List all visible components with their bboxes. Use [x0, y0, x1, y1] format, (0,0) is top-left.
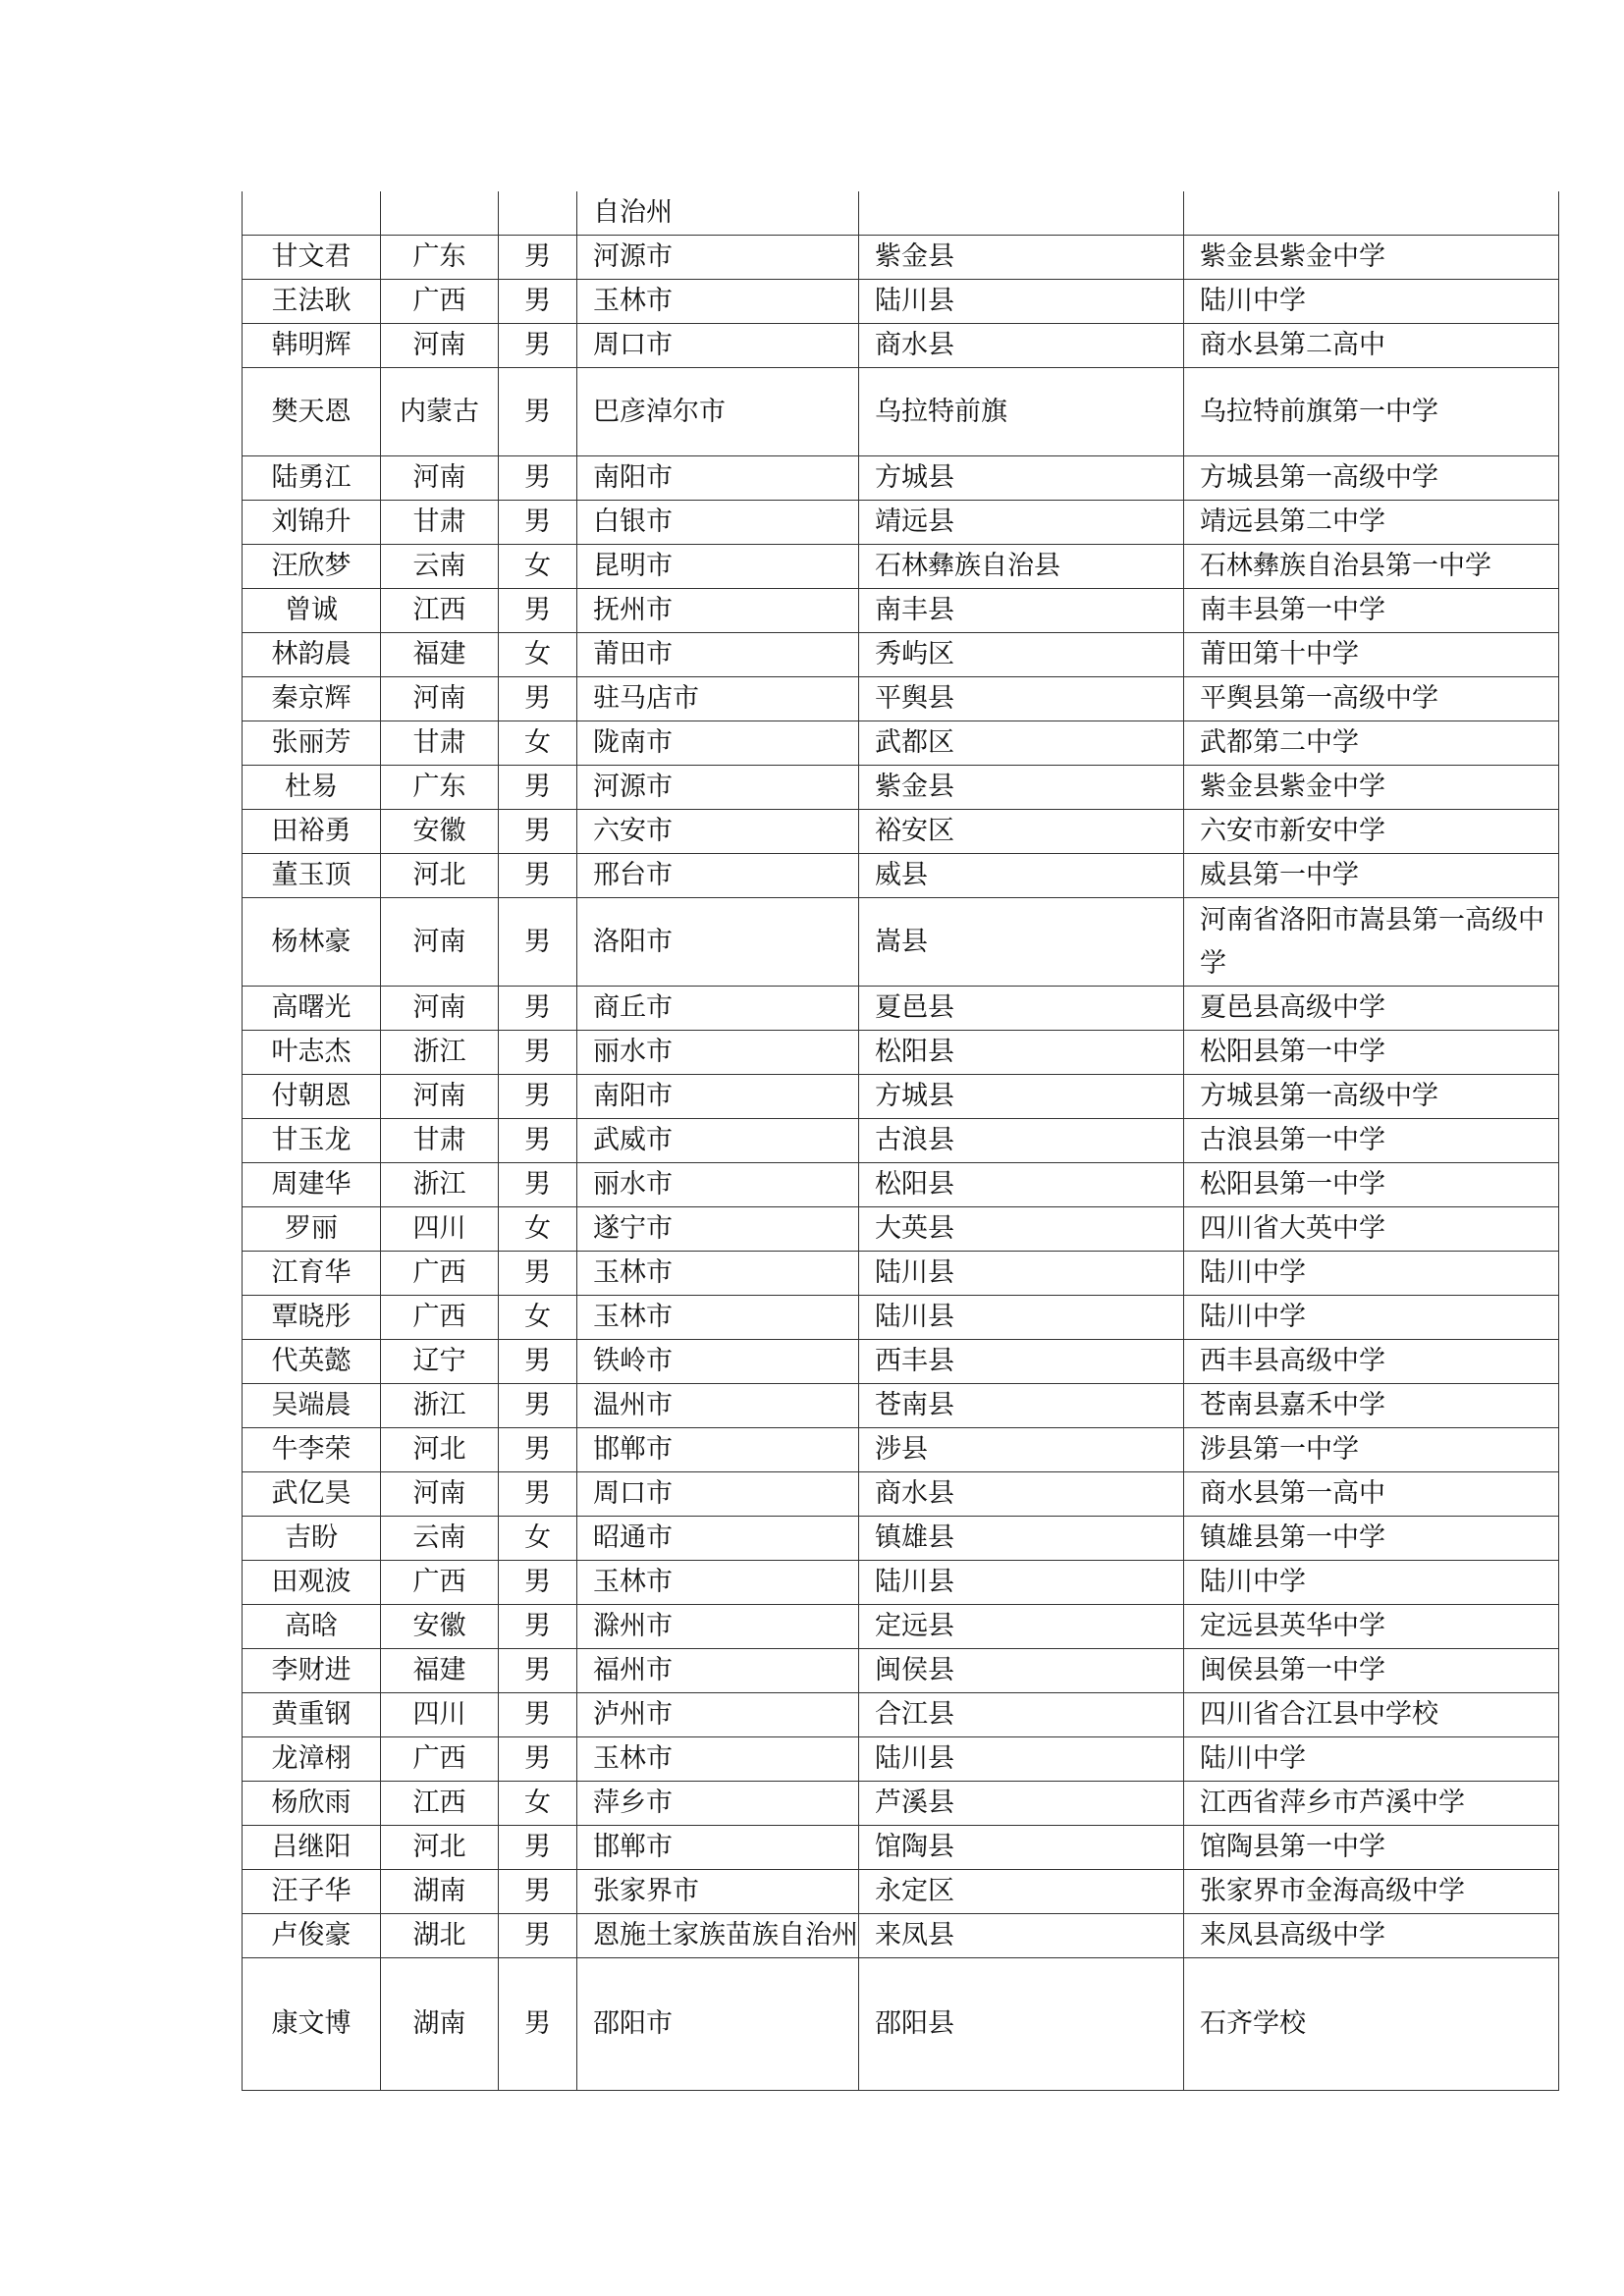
name-cell: 汪子华 — [243, 1870, 381, 1914]
table-row — [243, 191, 1559, 236]
name-cell: 周建华 — [243, 1163, 381, 1207]
city-cell: 河源市 — [577, 236, 859, 280]
city-cell: 驻马店市 — [577, 677, 859, 721]
school-cell: 莆田第十中学 — [1184, 633, 1559, 677]
county-cell: 武都区 — [859, 721, 1184, 766]
name-cell: 樊天恩 — [243, 368, 381, 456]
county-cell: 合江县 — [859, 1693, 1184, 1737]
county-cell: 西丰县 — [859, 1340, 1184, 1384]
table-row — [243, 1737, 1559, 1782]
name-cell: 张丽芳 — [243, 721, 381, 766]
province-cell: 广东 — [381, 236, 499, 280]
name-cell: 汪欣梦 — [243, 545, 381, 589]
table-row — [243, 1252, 1559, 1296]
gender-cell: 男 — [499, 324, 577, 368]
school-cell: 紫金县紫金中学 — [1184, 766, 1559, 810]
gender-cell: 女 — [499, 633, 577, 677]
county-cell: 平舆县 — [859, 677, 1184, 721]
name-cell: 吉盼 — [243, 1517, 381, 1561]
name-cell: 甘玉龙 — [243, 1119, 381, 1163]
gender-cell: 男 — [499, 368, 577, 456]
table-row — [243, 633, 1559, 677]
city-cell: 巴彦淖尔市 — [577, 368, 859, 456]
table-row — [243, 1384, 1559, 1428]
table-row — [243, 1296, 1559, 1340]
city-cell: 河源市 — [577, 766, 859, 810]
table-row — [243, 1914, 1559, 1958]
gender-cell: 男 — [499, 898, 577, 987]
gender-cell: 男 — [499, 1384, 577, 1428]
gender-cell: 男 — [499, 1649, 577, 1693]
school-cell: 馆陶县第一中学 — [1184, 1826, 1559, 1870]
name-cell: 叶志杰 — [243, 1031, 381, 1075]
county-cell: 方城县 — [859, 456, 1184, 501]
city-cell: 泸州市 — [577, 1693, 859, 1737]
school-cell: 陆川中学 — [1184, 1296, 1559, 1340]
gender-cell: 男 — [499, 766, 577, 810]
table-row — [243, 810, 1559, 854]
gender-cell: 男 — [499, 1737, 577, 1782]
county-cell — [859, 191, 1184, 236]
county-cell: 永定区 — [859, 1870, 1184, 1914]
county-cell: 松阳县 — [859, 1163, 1184, 1207]
gender-cell: 男 — [499, 456, 577, 501]
county-cell: 陆川县 — [859, 1296, 1184, 1340]
school-cell: 河南省洛阳市嵩县第一高级中学 — [1184, 898, 1559, 987]
name-cell: 杨欣雨 — [243, 1782, 381, 1826]
name-cell: 董玉顶 — [243, 854, 381, 898]
school-cell: 陆川中学 — [1184, 1252, 1559, 1296]
city-cell: 丽水市 — [577, 1031, 859, 1075]
name-cell: 吴端晨 — [243, 1384, 381, 1428]
county-cell: 裕安区 — [859, 810, 1184, 854]
city-cell: 洛阳市 — [577, 898, 859, 987]
province-cell: 甘肃 — [381, 1119, 499, 1163]
gender-cell: 男 — [499, 1693, 577, 1737]
city-cell: 丽水市 — [577, 1163, 859, 1207]
city-cell: 玉林市 — [577, 280, 859, 324]
province-cell: 湖南 — [381, 1958, 499, 2091]
school-cell: 镇雄县第一中学 — [1184, 1517, 1559, 1561]
name-cell: 牛李荣 — [243, 1428, 381, 1472]
table-row — [243, 1428, 1559, 1472]
province-cell: 湖北 — [381, 1914, 499, 1958]
province-cell: 安徽 — [381, 1605, 499, 1649]
city-cell: 邵阳市 — [577, 1958, 859, 2091]
table-row — [243, 1031, 1559, 1075]
county-cell: 商水县 — [859, 1472, 1184, 1517]
table-row — [243, 236, 1559, 280]
table-row — [243, 898, 1559, 987]
name-cell: 武亿昊 — [243, 1472, 381, 1517]
county-cell: 苍南县 — [859, 1384, 1184, 1428]
table-row — [243, 1075, 1559, 1119]
name-cell: 高晗 — [243, 1605, 381, 1649]
county-cell: 松阳县 — [859, 1031, 1184, 1075]
city-cell: 玉林市 — [577, 1561, 859, 1605]
county-cell: 闽侯县 — [859, 1649, 1184, 1693]
table-row — [243, 1958, 1559, 2091]
province-cell: 河北 — [381, 854, 499, 898]
gender-cell: 男 — [499, 1914, 577, 1958]
province-cell: 辽宁 — [381, 1340, 499, 1384]
name-cell: 罗丽 — [243, 1207, 381, 1252]
school-cell: 商水县第一高中 — [1184, 1472, 1559, 1517]
name-cell: 甘文君 — [243, 236, 381, 280]
province-cell: 广西 — [381, 1561, 499, 1605]
province-cell — [381, 191, 499, 236]
province-cell: 云南 — [381, 545, 499, 589]
gender-cell: 男 — [499, 1119, 577, 1163]
city-cell: 白银市 — [577, 501, 859, 545]
gender-cell: 女 — [499, 721, 577, 766]
county-cell: 石林彝族自治县 — [859, 545, 1184, 589]
school-cell: 定远县英华中学 — [1184, 1605, 1559, 1649]
name-cell: 江育华 — [243, 1252, 381, 1296]
province-cell: 广西 — [381, 280, 499, 324]
gender-cell: 男 — [499, 1472, 577, 1517]
gender-cell: 男 — [499, 1163, 577, 1207]
province-cell: 内蒙古 — [381, 368, 499, 456]
province-cell: 河南 — [381, 677, 499, 721]
name-cell: 高曙光 — [243, 987, 381, 1031]
gender-cell: 男 — [499, 1958, 577, 2091]
province-cell: 广东 — [381, 766, 499, 810]
school-cell: 石齐学校 — [1184, 1958, 1559, 2091]
county-cell: 来凤县 — [859, 1914, 1184, 1958]
county-cell: 紫金县 — [859, 766, 1184, 810]
province-cell: 河北 — [381, 1826, 499, 1870]
city-cell: 自治州 — [577, 191, 859, 236]
gender-cell: 男 — [499, 1870, 577, 1914]
gender-cell: 男 — [499, 854, 577, 898]
table-row — [243, 1207, 1559, 1252]
school-cell — [1184, 191, 1559, 236]
city-cell: 滁州市 — [577, 1605, 859, 1649]
gender-cell: 女 — [499, 1517, 577, 1561]
province-cell: 河南 — [381, 898, 499, 987]
gender-cell: 男 — [499, 1428, 577, 1472]
gender-cell: 男 — [499, 280, 577, 324]
province-cell: 浙江 — [381, 1031, 499, 1075]
name-cell: 田裕勇 — [243, 810, 381, 854]
name-cell: 韩明辉 — [243, 324, 381, 368]
gender-cell: 女 — [499, 545, 577, 589]
province-cell: 浙江 — [381, 1384, 499, 1428]
school-cell: 方城县第一高级中学 — [1184, 1075, 1559, 1119]
school-cell: 紫金县紫金中学 — [1184, 236, 1559, 280]
city-cell: 商丘市 — [577, 987, 859, 1031]
city-cell: 抚州市 — [577, 589, 859, 633]
gender-cell: 男 — [499, 236, 577, 280]
school-cell: 南丰县第一中学 — [1184, 589, 1559, 633]
county-cell: 商水县 — [859, 324, 1184, 368]
province-cell: 河南 — [381, 987, 499, 1031]
table-row — [243, 854, 1559, 898]
county-cell: 涉县 — [859, 1428, 1184, 1472]
table-row — [243, 1119, 1559, 1163]
city-cell: 福州市 — [577, 1649, 859, 1693]
province-cell: 四川 — [381, 1693, 499, 1737]
city-cell: 南阳市 — [577, 456, 859, 501]
gender-cell: 男 — [499, 1605, 577, 1649]
gender-cell: 男 — [499, 677, 577, 721]
table-row — [243, 1472, 1559, 1517]
city-cell: 莆田市 — [577, 633, 859, 677]
province-cell: 安徽 — [381, 810, 499, 854]
name-cell: 杜易 — [243, 766, 381, 810]
table-row — [243, 677, 1559, 721]
table-row — [243, 1605, 1559, 1649]
school-cell: 方城县第一高级中学 — [1184, 456, 1559, 501]
name-cell: 黄重钢 — [243, 1693, 381, 1737]
city-cell: 铁岭市 — [577, 1340, 859, 1384]
table-row — [243, 1782, 1559, 1826]
school-cell: 四川省大英中学 — [1184, 1207, 1559, 1252]
table-row — [243, 1517, 1559, 1561]
province-cell: 江西 — [381, 1782, 499, 1826]
province-cell: 四川 — [381, 1207, 499, 1252]
city-cell: 邯郸市 — [577, 1826, 859, 1870]
city-cell: 玉林市 — [577, 1252, 859, 1296]
gender-cell: 男 — [499, 1561, 577, 1605]
province-cell: 云南 — [381, 1517, 499, 1561]
county-cell: 大英县 — [859, 1207, 1184, 1252]
county-cell: 古浪县 — [859, 1119, 1184, 1163]
city-cell: 遂宁市 — [577, 1207, 859, 1252]
table-row — [243, 1693, 1559, 1737]
school-cell: 涉县第一中学 — [1184, 1428, 1559, 1472]
city-cell: 武威市 — [577, 1119, 859, 1163]
name-cell: 卢俊豪 — [243, 1914, 381, 1958]
gender-cell: 男 — [499, 1031, 577, 1075]
name-cell: 杨林豪 — [243, 898, 381, 987]
county-cell: 靖远县 — [859, 501, 1184, 545]
name-cell: 田观波 — [243, 1561, 381, 1605]
county-cell: 紫金县 — [859, 236, 1184, 280]
name-cell: 李财进 — [243, 1649, 381, 1693]
name-cell: 刘锦升 — [243, 501, 381, 545]
county-cell: 嵩县 — [859, 898, 1184, 987]
province-cell: 浙江 — [381, 1163, 499, 1207]
school-cell: 石林彝族自治县第一中学 — [1184, 545, 1559, 589]
school-cell: 苍南县嘉禾中学 — [1184, 1384, 1559, 1428]
province-cell: 湖南 — [381, 1870, 499, 1914]
school-cell: 商水县第二高中 — [1184, 324, 1559, 368]
table-row — [243, 1340, 1559, 1384]
city-cell: 玉林市 — [577, 1737, 859, 1782]
school-cell: 乌拉特前旗第一中学 — [1184, 368, 1559, 456]
county-cell: 芦溪县 — [859, 1782, 1184, 1826]
city-cell: 张家界市 — [577, 1870, 859, 1914]
province-cell: 河南 — [381, 1472, 499, 1517]
gender-cell: 男 — [499, 1075, 577, 1119]
name-cell: 龙漳栩 — [243, 1737, 381, 1782]
gender-cell: 男 — [499, 987, 577, 1031]
province-cell: 甘肃 — [381, 501, 499, 545]
name-cell: 覃晓彤 — [243, 1296, 381, 1340]
name-cell: 林韵晨 — [243, 633, 381, 677]
table-row — [243, 1826, 1559, 1870]
table-row — [243, 721, 1559, 766]
school-cell: 来凤县高级中学 — [1184, 1914, 1559, 1958]
county-cell: 秀屿区 — [859, 633, 1184, 677]
gender-cell — [499, 191, 577, 236]
province-cell: 广西 — [381, 1252, 499, 1296]
province-cell: 广西 — [381, 1296, 499, 1340]
city-cell: 邢台市 — [577, 854, 859, 898]
city-cell: 邯郸市 — [577, 1428, 859, 1472]
name-cell: 秦京辉 — [243, 677, 381, 721]
name-cell: 吕继阳 — [243, 1826, 381, 1870]
table-row — [243, 987, 1559, 1031]
province-cell: 甘肃 — [381, 721, 499, 766]
school-cell: 平舆县第一高级中学 — [1184, 677, 1559, 721]
county-cell: 陆川县 — [859, 1737, 1184, 1782]
table-row — [243, 1163, 1559, 1207]
school-cell: 夏邑县高级中学 — [1184, 987, 1559, 1031]
school-cell: 松阳县第一中学 — [1184, 1163, 1559, 1207]
school-cell: 武都第二中学 — [1184, 721, 1559, 766]
school-cell: 闽侯县第一中学 — [1184, 1649, 1559, 1693]
city-cell: 周口市 — [577, 1472, 859, 1517]
county-cell: 陆川县 — [859, 1561, 1184, 1605]
province-cell: 福建 — [381, 1649, 499, 1693]
county-cell: 镇雄县 — [859, 1517, 1184, 1561]
county-cell: 陆川县 — [859, 1252, 1184, 1296]
school-cell: 江西省萍乡市芦溪中学 — [1184, 1782, 1559, 1826]
name-cell: 付朝恩 — [243, 1075, 381, 1119]
table-row — [243, 1649, 1559, 1693]
school-cell: 威县第一中学 — [1184, 854, 1559, 898]
school-cell: 陆川中学 — [1184, 1561, 1559, 1605]
school-cell: 松阳县第一中学 — [1184, 1031, 1559, 1075]
name-cell: 康文博 — [243, 1958, 381, 2091]
table-row — [243, 280, 1559, 324]
county-cell: 乌拉特前旗 — [859, 368, 1184, 456]
province-cell: 福建 — [381, 633, 499, 677]
county-cell: 邵阳县 — [859, 1958, 1184, 2091]
city-cell: 六安市 — [577, 810, 859, 854]
city-cell: 周口市 — [577, 324, 859, 368]
gender-cell: 女 — [499, 1782, 577, 1826]
table-row — [243, 766, 1559, 810]
county-cell: 定远县 — [859, 1605, 1184, 1649]
province-cell: 广西 — [381, 1737, 499, 1782]
name-cell: 陆勇江 — [243, 456, 381, 501]
city-cell: 温州市 — [577, 1384, 859, 1428]
table-row — [243, 456, 1559, 501]
county-cell: 威县 — [859, 854, 1184, 898]
province-cell: 河南 — [381, 456, 499, 501]
province-cell: 江西 — [381, 589, 499, 633]
county-cell: 陆川县 — [859, 280, 1184, 324]
school-cell: 靖远县第二中学 — [1184, 501, 1559, 545]
table-row — [243, 1561, 1559, 1605]
gender-cell: 男 — [499, 501, 577, 545]
gender-cell: 男 — [499, 1826, 577, 1870]
gender-cell: 女 — [499, 1296, 577, 1340]
county-cell: 馆陶县 — [859, 1826, 1184, 1870]
gender-cell: 男 — [499, 1340, 577, 1384]
gender-cell: 女 — [499, 1207, 577, 1252]
school-cell: 西丰县高级中学 — [1184, 1340, 1559, 1384]
table-row — [243, 545, 1559, 589]
school-cell: 六安市新安中学 — [1184, 810, 1559, 854]
table-row — [243, 589, 1559, 633]
name-cell: 王法耿 — [243, 280, 381, 324]
school-cell: 陆川中学 — [1184, 1737, 1559, 1782]
school-cell: 陆川中学 — [1184, 280, 1559, 324]
school-cell: 张家界市金海高级中学 — [1184, 1870, 1559, 1914]
city-cell: 陇南市 — [577, 721, 859, 766]
table-row — [243, 368, 1559, 456]
name-cell: 曾诚 — [243, 589, 381, 633]
school-cell: 四川省合江县中学校 — [1184, 1693, 1559, 1737]
gender-cell: 男 — [499, 810, 577, 854]
gender-cell: 男 — [499, 589, 577, 633]
province-cell: 河南 — [381, 324, 499, 368]
city-cell: 萍乡市 — [577, 1782, 859, 1826]
table-row — [243, 1870, 1559, 1914]
city-cell: 南阳市 — [577, 1075, 859, 1119]
county-cell: 夏邑县 — [859, 987, 1184, 1031]
name-cell — [243, 191, 381, 236]
table-row — [243, 324, 1559, 368]
school-cell: 古浪县第一中学 — [1184, 1119, 1559, 1163]
province-cell: 河北 — [381, 1428, 499, 1472]
province-cell: 河南 — [381, 1075, 499, 1119]
county-cell: 南丰县 — [859, 589, 1184, 633]
city-cell: 恩施土家族苗族自治州 — [577, 1914, 859, 1958]
table-row — [243, 501, 1559, 545]
gender-cell: 男 — [499, 1252, 577, 1296]
city-cell: 昭通市 — [577, 1517, 859, 1561]
name-cell: 代英懿 — [243, 1340, 381, 1384]
city-cell: 玉林市 — [577, 1296, 859, 1340]
county-cell: 方城县 — [859, 1075, 1184, 1119]
student-table — [242, 191, 1559, 2091]
city-cell: 昆明市 — [577, 545, 859, 589]
